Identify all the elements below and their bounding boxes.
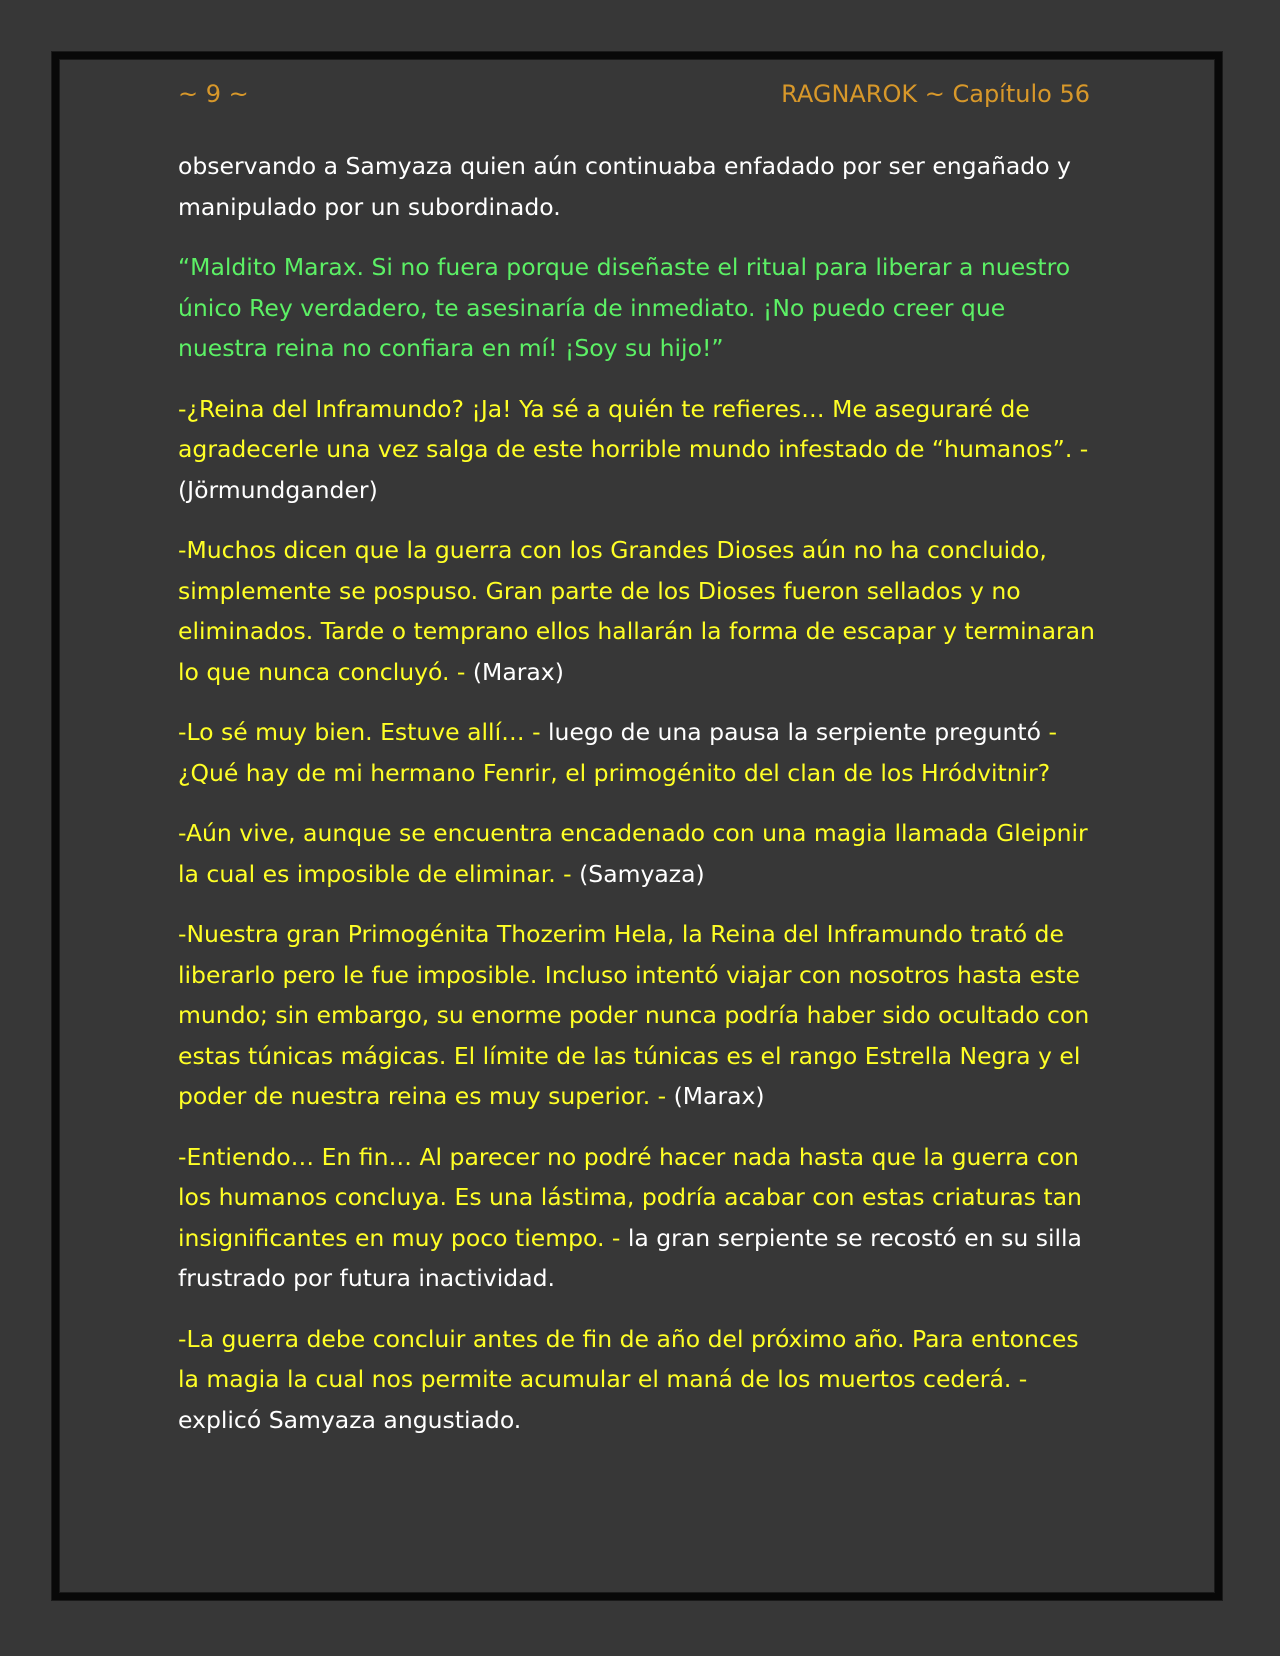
narration-text: explicó Samyaza angustiado. <box>178 1405 522 1434</box>
paragraph <box>178 530 1100 692</box>
narration-text: observando a Samyaza quien aún continuaba enfadado por ser engañado y manipulado por un subordinado. <box>178 152 1071 221</box>
dialogue-text: -La guerra debe concluir antes de fin de año del próximo año. Para entonces la magia la cual nos permite acumular el maná de los muertos cederá. - <box>178 1324 1079 1393</box>
dialogue-text: -Entiendo… En fin… Al parecer no podré hacer nada hasta que la guerra con los humanos concluya. Es una lástima, podría acabar con estas criaturas tan insignificantes en muy poco tiempo. - <box>178 1142 1082 1252</box>
dialogue-text: - ¿Qué hay de mi hermano Fenrir, el primogénito del clan de los Hródvitnir? <box>178 718 1057 787</box>
paragraph <box>178 146 1100 227</box>
dialogue-text: -¿Reina del Inframundo? ¡Ja! Ya sé a quién te refieres… Me aseguraré de agradecerle una vez salga de este horrible mundo infestado de “humanos”. - <box>178 394 1089 463</box>
paragraph <box>178 813 1100 894</box>
paragraph <box>178 389 1100 511</box>
speaker-tag: (Samyaza) <box>579 859 705 888</box>
speaker-tag: (Marax) <box>673 1082 765 1110</box>
speaker-tag: (Marax) <box>472 657 564 686</box>
paragraph <box>178 247 1100 369</box>
paragraph <box>178 1137 1100 1299</box>
running-title: RAGNAROK ~ Capítulo 56 <box>781 80 1090 108</box>
page-header <box>178 74 1090 114</box>
dialogue-text: -Muchos dicen que la guerra con los Grandes Dioses aún no ha concluido, simplemente se pospuso. Gran parte de los Dioses fueron sellados y no eliminados. Tarde o temprano ellos hallarán la forma de escapar y terminaran lo que nunca concluyó. - <box>178 536 1095 686</box>
dialogue-text: -Aún vive, aunque se encuentra encadenado con una magia llamada Gleipnir la cual es imposible de eliminar. - <box>178 819 1088 888</box>
paragraph <box>178 1319 1100 1441</box>
paragraph <box>178 914 1100 1117</box>
page-number: ~ 9 ~ <box>178 80 249 108</box>
narration-text: la gran serpiente se recostó en su silla frustrado por futura inactividad. <box>178 1223 1082 1292</box>
speaker-tag: (Jörmundgander) <box>178 475 378 504</box>
chapter-text <box>178 146 1100 1460</box>
paragraph <box>178 712 1100 793</box>
dialogue-text: -Lo sé muy bien. Estuve allí… - <box>178 718 549 746</box>
thought-text: “Maldito Marax. Si no fuera porque diseñaste el ritual para liberar a nuestro único Rey verdadero, te asesinaría de inmediato. ¡No puedo creer que nuestra reina no confiara en mí! ¡Soy su hijo!” <box>178 253 1071 362</box>
narration-text: luego de una pausa la serpiente preguntó <box>548 718 1042 746</box>
dialogue-text: -Nuestra gran Primogénita Thozerim Hela, la Reina del Inframundo trató de liberarlo pero le fue imposible. Incluso intentó viajar con nosotros hasta este mundo; sin embargo, su enorme poder nunca podría haber sido ocultado con estas túnicas mágicas. El límite de las túnicas es el rango Estrella Negra y el poder de nuestra reina es muy superior. - <box>178 920 1090 1110</box>
